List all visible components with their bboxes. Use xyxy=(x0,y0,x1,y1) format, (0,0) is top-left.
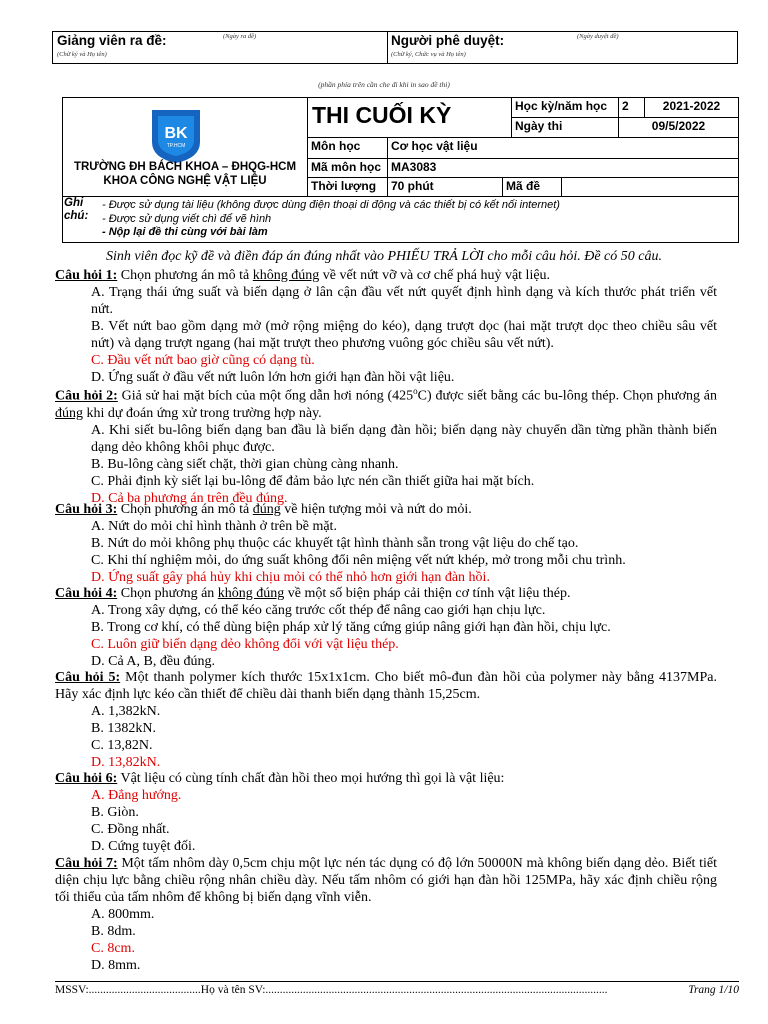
option-a: A. Nứt do mỏi chỉ hình thành ở trên bề mặt. xyxy=(91,519,337,534)
question-emphasis: đúng xyxy=(252,502,281,517)
question-stem: Giả sử hai mặt bích của một ống dẫn hơi nóng (425 xyxy=(117,388,414,404)
question-stem-end: về hiện tượng mỏi và nứt do mỏi. xyxy=(280,502,472,517)
question-stem-end: về một số biện pháp cải thiện cơ tính vật liệu thép. xyxy=(284,586,571,601)
logo-text: BK xyxy=(164,125,188,142)
question-label: Câu hỏi 3: xyxy=(55,502,118,517)
semester-value: 2 xyxy=(618,97,645,118)
question-label: Câu hỏi 2: xyxy=(55,388,118,404)
question-1 xyxy=(55,267,717,386)
question-label: Câu hỏi 5: xyxy=(55,670,121,685)
exam-rules xyxy=(102,199,560,240)
approver-date-hint: (Ngày duyệt đề) xyxy=(577,33,619,40)
page-number: Trang 1/10 xyxy=(688,984,739,996)
question-text xyxy=(55,855,717,906)
approver-sign-hint: (Chữ ký, Chức vụ và Họ tên) xyxy=(391,51,466,58)
option-a: A. 800mm. xyxy=(91,907,155,922)
signature-bar xyxy=(52,31,738,64)
university-logo-icon xyxy=(150,108,202,164)
subject-value: Cơ học vật liệu xyxy=(387,137,739,159)
rule-item: - Được sử dụng viết chì để vẽ hình xyxy=(102,212,272,225)
exam-date: 09/5/2022 xyxy=(618,117,739,138)
university-line: TRƯỜNG ĐH BÁCH KHOA – ĐHQG-HCM xyxy=(73,161,297,173)
option-d-correct: D. Cả ba phương án trên đều đúng. xyxy=(91,490,288,506)
question-text xyxy=(55,267,717,284)
question-emphasis: không đúng xyxy=(252,268,320,283)
rule-item: - Nộp lại đề thi cùng với bài làm xyxy=(102,226,268,238)
logo-sub: TP.HCM xyxy=(166,143,186,149)
question-stem: Chọn phương án mô tả xyxy=(117,268,253,283)
code-label: Mã môn học xyxy=(307,158,388,178)
option-a: A. 1,382kN. xyxy=(91,704,161,719)
lecturer-cell xyxy=(53,32,388,63)
print-note: (phần phía trên cần che đi khi in sao đề thi) xyxy=(318,80,450,89)
question-6 xyxy=(55,770,717,855)
option-c: C. Khi thí nghiệm mỏi, do ứng suất không đổi nên miệng vết nứt khép, mở trong mỗi chu trình. xyxy=(91,553,626,568)
student-id-field: MSSV:....................................... xyxy=(55,984,201,996)
question-stem-end: khi dự đoán ứng xử trong trường hợp này. xyxy=(83,405,322,421)
option-c: C. Phải định kỳ siết lại bu-lông để đảm bảo lực nén cần thiết giữa hai mặt bích. xyxy=(91,473,535,489)
approver-label: Người phê duyệt: xyxy=(391,33,505,48)
option-b: B. 8dm. xyxy=(91,924,136,939)
question-label: Câu hỏi 7: xyxy=(55,856,118,871)
option-b: B. Bu-lông càng siết chặt, thời gian chùng càng nhanh. xyxy=(91,456,399,472)
question-text xyxy=(55,770,717,787)
option-d-correct: D. 13,82kN. xyxy=(91,755,161,770)
degree-sup: o xyxy=(413,386,418,396)
option-c-correct: C. 8cm. xyxy=(91,941,135,956)
option-c: C. Đồng nhất. xyxy=(91,822,170,837)
question-emphasis: đúng xyxy=(55,405,83,421)
page-footer xyxy=(55,981,739,996)
option-c-correct: C. Đầu vết nứt bao giờ cũng có dạng tù. xyxy=(91,353,315,368)
question-text xyxy=(55,585,717,602)
question-emphasis: không đúng xyxy=(217,586,285,601)
option-d: D. Ứng suất ở đầu vết nứt luôn lớn hơn giới hạn đàn hồi vật liệu. xyxy=(91,370,455,385)
option-d-correct: D. Ứng suất gây phá hủy khi chịu mỏi có thể nhỏ hơn giới hạn đàn hồi. xyxy=(91,570,490,585)
lecturer-date-hint: (Ngày ra đề) xyxy=(223,33,257,40)
question-label: Câu hỏi 1: xyxy=(55,268,118,283)
question-stem-end: về vết nứt vỡ và cơ chế phá huỷ vật liệu. xyxy=(319,268,551,283)
option-b: B. 1382kN. xyxy=(91,721,156,736)
code-value: MA3083 xyxy=(387,158,739,178)
notes-label-line1: Ghi xyxy=(64,197,84,209)
question-label: Câu hỏi 4: xyxy=(55,586,118,601)
option-a: A. Trong xây dựng, có thể kéo căng trước cốt thép để nâng cao giới hạn chịu lực. xyxy=(91,603,546,618)
option-d: D. 8mm. xyxy=(91,958,141,973)
option-a: A. Khi siết bu-lông biến dạng ban đầu là biến dạng đàn hồi; biến dạng này chuyển dần từng phần thành biến dạng dẻo không khôi phục được. xyxy=(91,422,717,455)
semester-label: Học kỳ/năm học xyxy=(511,97,619,118)
option-b: B. Giòn. xyxy=(91,805,139,820)
option-d: D. Cứng tuyệt đối. xyxy=(91,839,196,854)
option-b: B. Trong cơ khí, có thể dùng biện pháp xử lý tăng cứng giúp nâng giới hạn đàn hồi, chịu lực. xyxy=(91,620,611,635)
exam-instructions: Sinh viên đọc kỹ đề và điền đáp án đúng nhất vào PHIẾU TRẢ LỜI cho mỗi câu hỏi. Đề có 50 câu. xyxy=(106,249,662,264)
exam-title: THI CUỐI KỲ xyxy=(307,97,512,138)
option-b: B. Nứt do mỏi không phụ thuộc các khuyết tật hình thành sẵn trong vật liệu do chế tạo. xyxy=(91,536,579,551)
question-2 xyxy=(55,383,717,507)
question-4 xyxy=(55,585,717,670)
question-stem: Chọn phương án mô tả xyxy=(117,502,253,517)
lecturer-label: Giảng viên ra đề: xyxy=(57,33,167,48)
exam-code-label: Mã đề xyxy=(502,177,562,197)
question-text xyxy=(55,669,717,703)
question-5 xyxy=(55,669,717,771)
approver-cell xyxy=(387,32,737,63)
subject-label: Môn học xyxy=(307,137,388,159)
school-year: 2021-2022 xyxy=(644,97,739,118)
question-stem: Một thanh polymer kích thước 15x1x1cm. Cho biết mô-đun đàn hồi của polymer này bằng 4137MPa. Hãy xác định lực kéo cần thiết để chiều dài thanh biến dạng thành 15,25cm. xyxy=(55,670,718,702)
faculty-line: KHOA CÔNG NGHỆ VẬT LIỆU xyxy=(103,175,267,187)
question-7 xyxy=(55,855,717,974)
option-a: A. Trạng thái ứng suất và biến dạng ở lân cận đầu vết nứt quyết định hình dạng và kích thước phát triển vết nứt. xyxy=(91,285,717,317)
university-name xyxy=(64,160,306,188)
question-3 xyxy=(55,501,717,586)
question-text xyxy=(55,383,717,422)
question-label: Câu hỏi 6: xyxy=(55,771,118,786)
duration-label: Thời lượng xyxy=(307,177,388,197)
date-label: Ngày thi xyxy=(511,117,619,138)
lecturer-sign-hint: (Chữ ký và Họ tên) xyxy=(57,51,107,58)
notes-label xyxy=(64,197,88,223)
question-text xyxy=(55,501,717,518)
student-name-field: Họ và tên SV:....................................................................................................................... xyxy=(200,984,608,996)
option-b: B. Vết nứt bao gồm dạng mở (mở rộng miệng do kéo), dạng trượt dọc (hai mặt trượt dọc theo chiều sâu vết nứt) và dạng trượt ngang (hai mặt trượt theo phương vuông góc chiều sâu vết nứt). xyxy=(91,319,717,351)
duration-value: 70 phút xyxy=(387,177,503,197)
option-a-correct: A. Đẳng hướng. xyxy=(91,788,182,803)
question-stem: Một tấm nhôm dày 0,5cm chịu một lực nén tác dụng có độ lớn 50000N mà không biến dạng dẻo. Biết tiết diện chịu lực bằng chiều rộng nhân chiều dày. Nếu tấm nhôm có giới hạn đàn hồi 125MPa, hãy xác định chiều rộng tối thiểu của tấm nhôm để không bị biến dạng vĩnh viễn. xyxy=(55,856,718,905)
option-c-correct: C. Luôn giữ biến dạng dẻo không đổi với vật liệu thép. xyxy=(91,637,399,652)
question-stem-2: C) được siết bằng các bu-lông thép. Chọn phương án xyxy=(417,388,718,404)
question-stem: Vật liệu có cùng tính chất đàn hồi theo mọi hướng thì gọi là vật liệu: xyxy=(117,771,505,786)
notes-label-line2: chú: xyxy=(64,210,89,222)
exam-code-value xyxy=(561,177,739,197)
rule-item: - Được sử dụng tài liệu (không được dùng điện thoại di động và các thiết bị có kết nối internet) xyxy=(102,199,560,211)
question-stem: Chọn phương án xyxy=(117,586,218,601)
option-d: D. Cả A, B, đều đúng. xyxy=(91,654,216,669)
header-divider xyxy=(62,196,739,197)
option-c: C. 13,82N. xyxy=(91,738,153,753)
